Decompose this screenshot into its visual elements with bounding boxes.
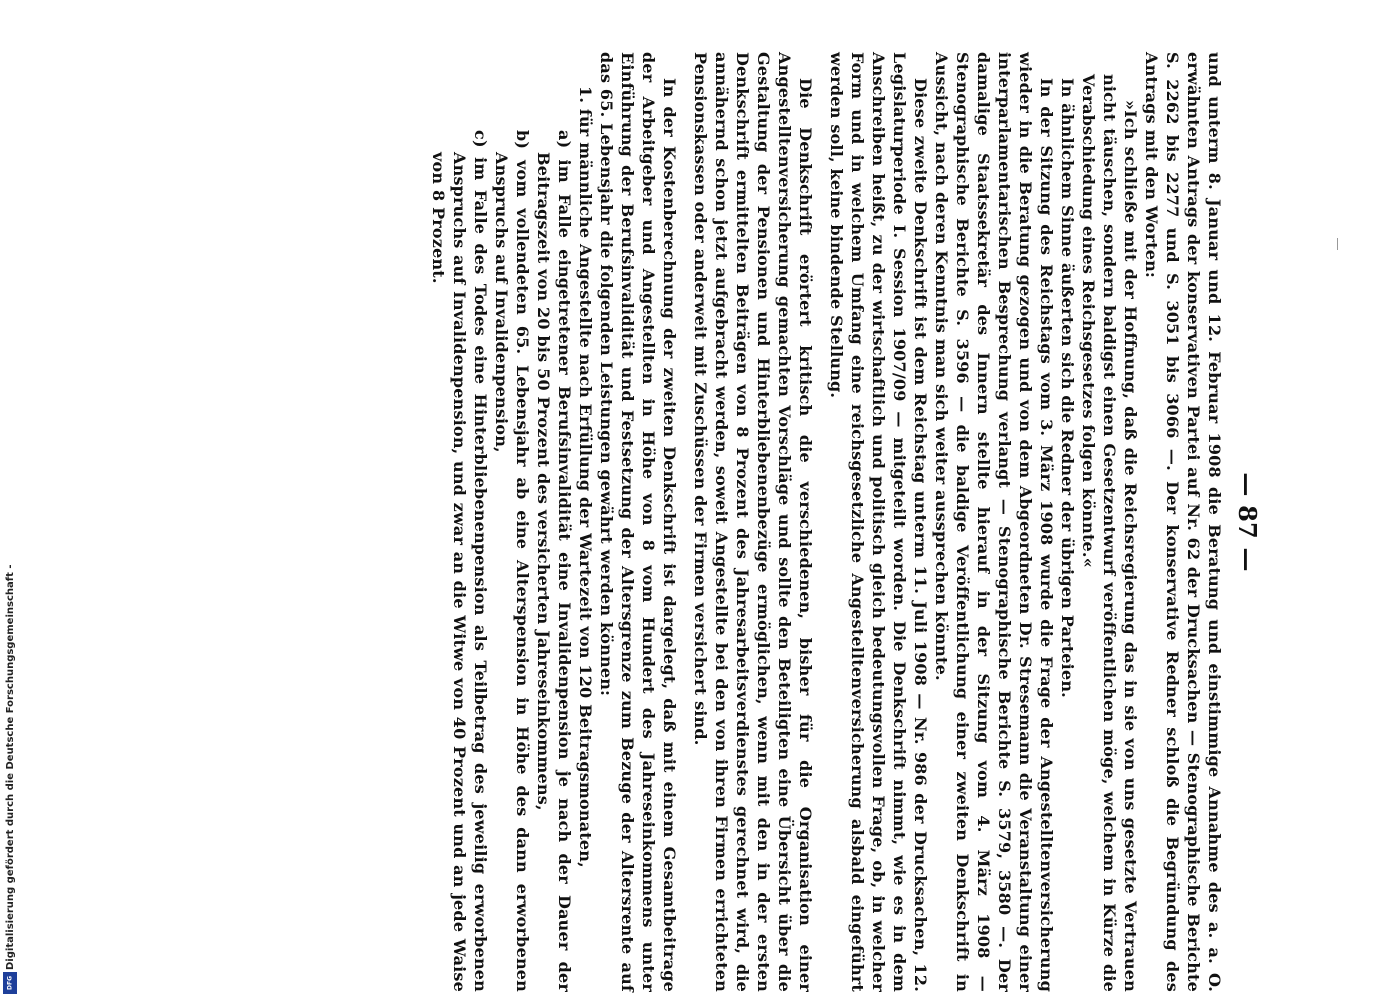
rotated-page (385, 52, 1265, 992)
list-item-a: a) im Falle eingetretener Berufsinvalidität eine Invalidenpension je nach der Dauer der Beitragszeit von 20 bis 50 Prozent des versicherten Jahreseinkommens, (534, 130, 574, 992)
paragraph-3: In ähnlichem Sinne äußerten sich die Redner der übrigen Parteien. (1058, 78, 1077, 698)
quote-paragraph: »Ich schließe mit der Hoffnung, daß die Reichsregierung das in sie von uns gesetzte Vertrauen nicht täuschen, sondern baldigst einen Gesetzentwurf veröffentlichen möge, welchem in Kürze die Verabschiedung eines Reichsgesetzes folgen könnte.« (1079, 74, 1140, 992)
margin-mark (1337, 238, 1338, 250)
dfg-logo: DFG (3, 972, 17, 994)
list-item-b: b) vom vollendeten 65. Lebensjahr ab eine Alterspension in Höhe des dann erworbenen Anspruchs auf Invalidenpension, (492, 130, 532, 992)
list-item-1: 1. für männliche Angestellte nach Erfüllung der Wartezeit von 120 Beitragsmonaten, (576, 86, 595, 868)
digitization-strip (0, 0, 22, 1000)
paragraph-7: In der Kostenberechnung der zweiten Denkschrift ist dargelegt, daß mit einem Gesamtbeitrage der Arbeitgeber und Angestellten in Höhe von 8 vom Hundert des Jahreseinkommens unter Einführung der Berufsinvalidität und Festsetzung der Altersgrenze zum Bezuge der Altersrente auf das 65. Lebensjahr die folgenden Leistungen gewährt werden können: (597, 52, 679, 992)
list-item-c: c) im Falle des Todes eine Hinterbliebenenpension als Teilbetrag des jeweilig erworbenen Anspruchs auf Invalidenpension, und zwar an die Witwe von 40 Prozent und an jede Waise von 8 Prozent. (429, 130, 490, 992)
paragraph-5: Diese zweite Denkschrift ist dem Reichstag unterm 11. Juli 1908 — Nr. 986 der Drucksachen, 12. Legislaturperiode I. Session 1907/09 — mitgeteilt worden. Die Denkschrift nimmt, wie es in dem Anschreiben heißt, zu der wirtschaftlich und politisch gleich bedeutungsvollen Frage, ob, in welcher Form und in welchem Umfang eine reichsgesetzliche Angestelltenversicherung alsbald eingeführt werden soll, keine bindende Stellung. (827, 52, 930, 992)
funding-note: Digitalisierung gefördert durch die Deutsche Forschungsgemeinschaft - (5, 564, 16, 970)
page-number: — 87 — (1233, 472, 1262, 572)
paragraph-1: und unterm 8. Januar und 12. Februar 1908 die Beratung und einstimmige Annahme des a. a. O. erwähnten Antrags der konservativen Partei auf Nr. 62 der Drucksachen — Stenographische Berichte S. 2262 bis 2277 und S. 3051 bis 3066 —. Der konservative Redner schloß die Begründung des Antrags mit den Worten: (1142, 52, 1224, 992)
paragraph-6: Die Denkschrift erörtert kritisch die verschiedenen, bisher für die Organisation einer Angestelltenversicherung gemachten Vorschläge und sollte den Beteiligten eine Übersicht über die Gestaltung der Pensionen und Hinterbliebenenbezüge ermöglichen, wenn mit den in der ersten Denkschrift ermittelten Beiträgen von 8 Prozent des Jahresarbeitsverdienstes gerechnet wird, die annähernd schon jetzt aufgebracht werden, soweit Angestellte bei den von ihren Firmen errichteten Pensionskassen oder anderweit mit Zuschüssen der Firmen versichert sind. (691, 52, 815, 992)
paragraph-4: In der Sitzung des Reichstags vom 3. März 1908 wurde die Frage der Angestelltenversicherung wieder in die Beratung gezogen und von dem Abgeordneten Dr. Stresemann die Veranstaltung einer interparlamentarischen Besprechung verlangt — Stenographische Berichte S. 3579, 3580 —. Der damalige Staatssekretär des Innern stellte hierauf in der Sitzung vom 4. März 1908 — Stenographische Berichte S. 3596 — die baldige Veröffentlichung einer zweiten Denkschrift in Aussicht, nach deren Kenntnis man sich weiter aussprechen könnte. (932, 52, 1056, 992)
